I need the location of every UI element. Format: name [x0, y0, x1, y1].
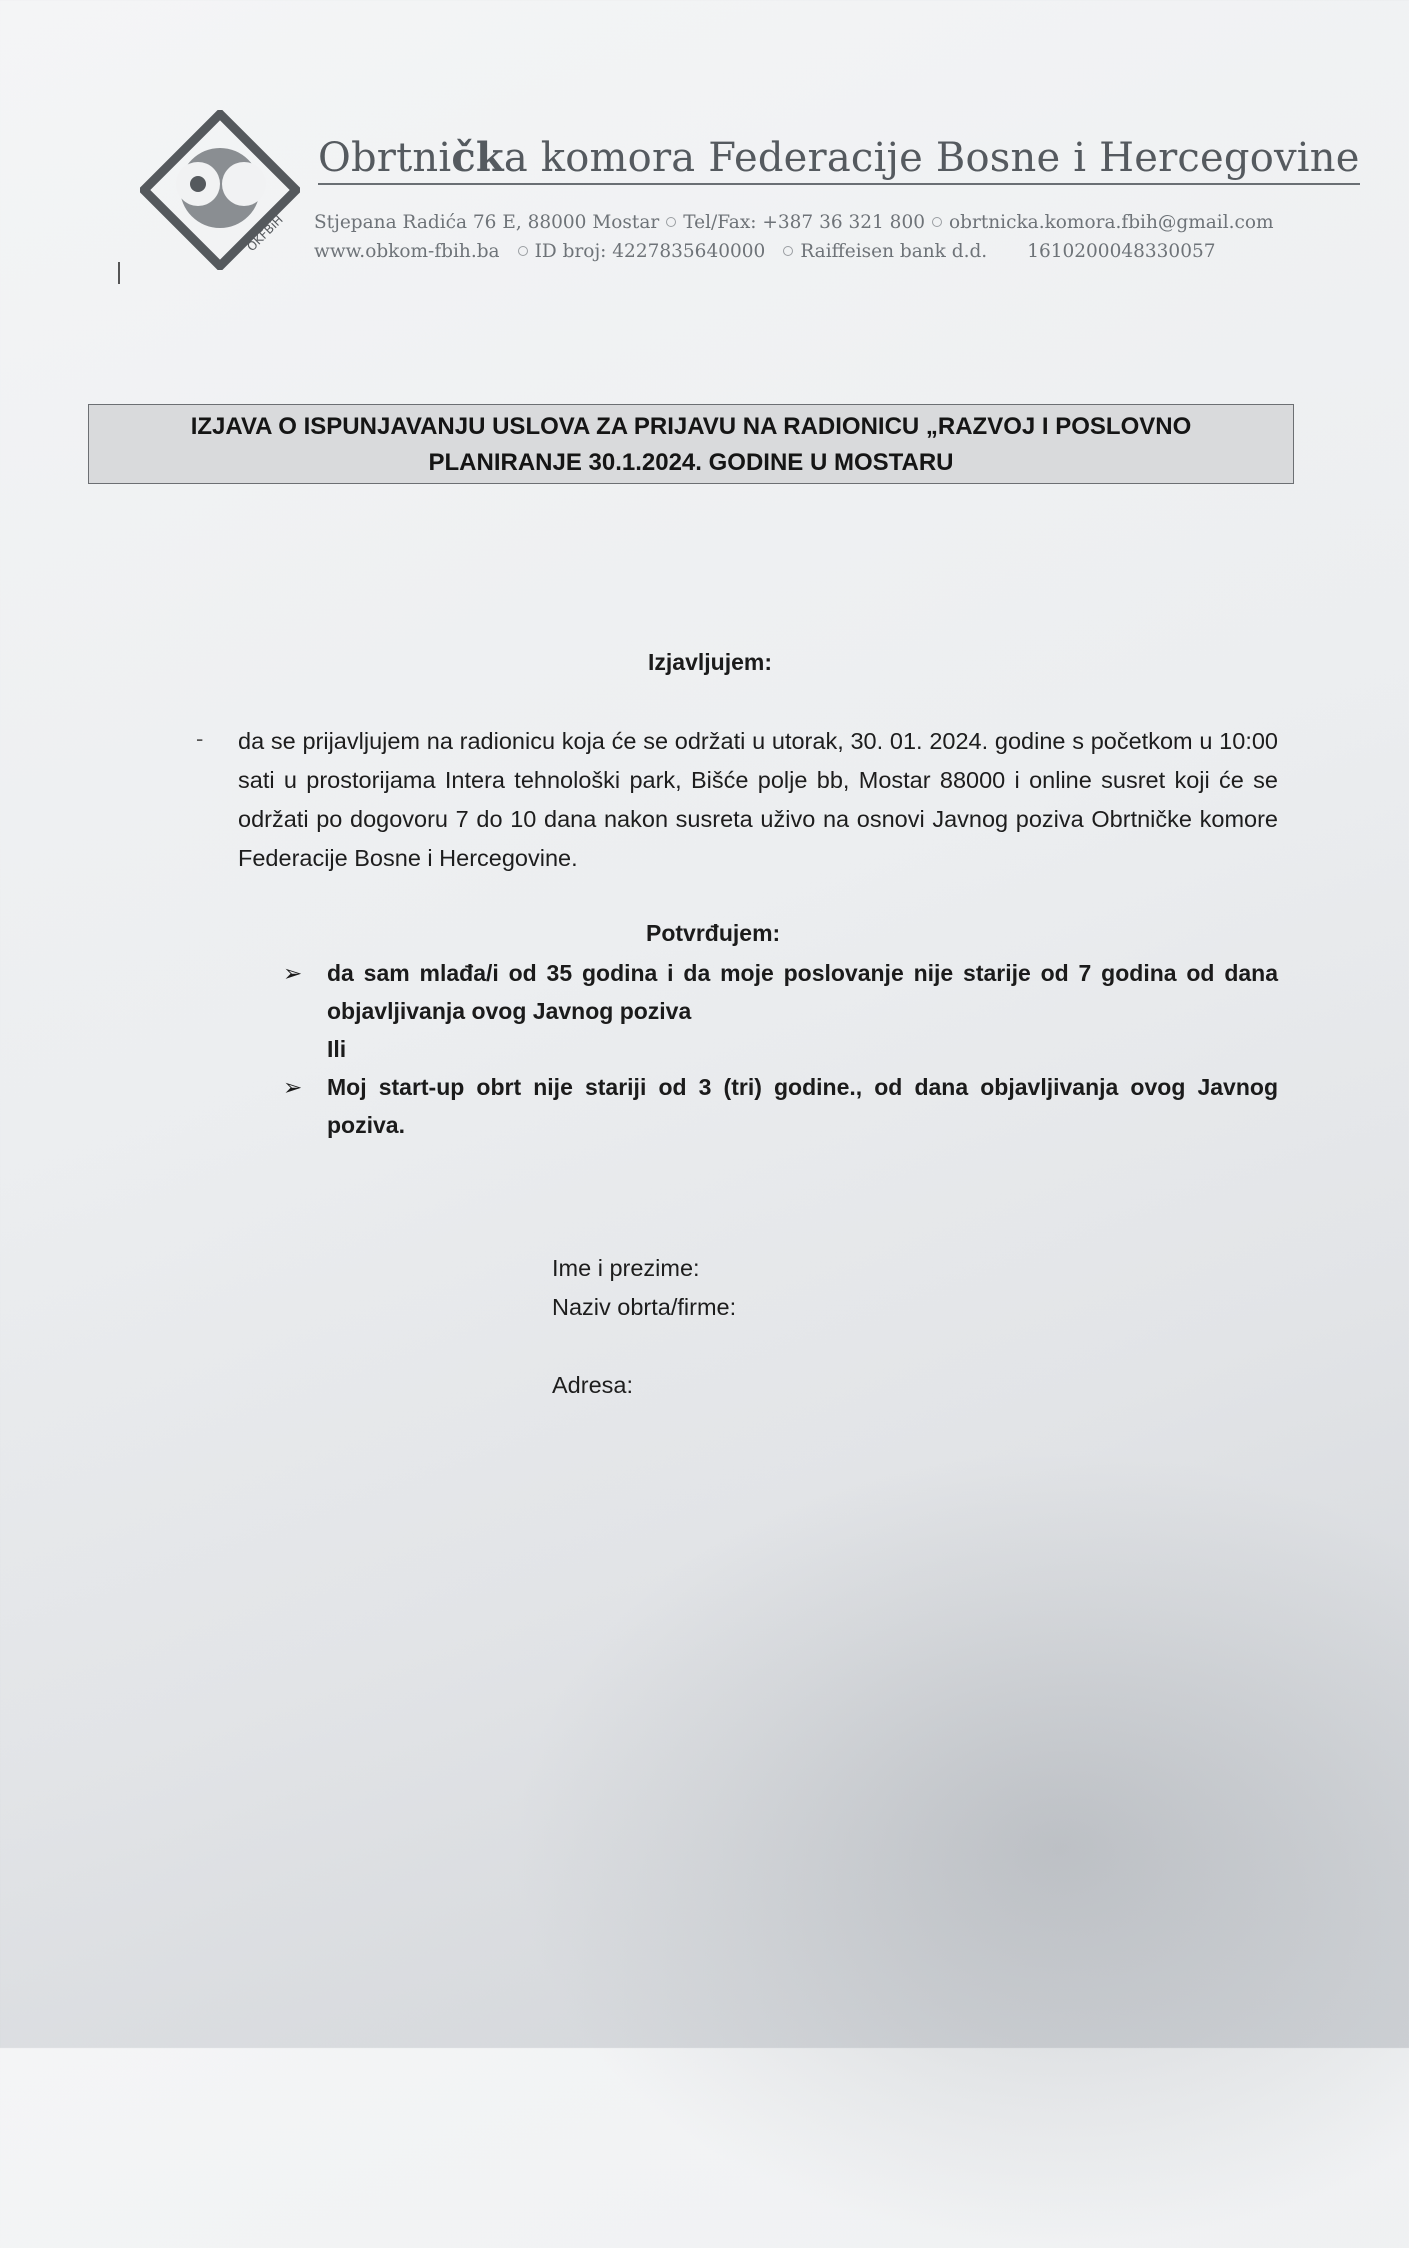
id-number: ID broj: 4227835640000 — [534, 241, 766, 262]
separator-dot — [518, 246, 528, 256]
name-field-label: Ime i prezime: — [552, 1255, 700, 1281]
separator-dot — [783, 246, 793, 256]
confirmation-item-2-text: Moj start-up obrt nije stariji od 3 (tri) godine., od dana objavljivanja ovog Javnog poziva. — [327, 1074, 1278, 1138]
arrow-bullet-icon: ➢ — [283, 1074, 303, 1100]
chamber-logo — [140, 110, 300, 270]
confirmation-item-1 — [283, 954, 1278, 1030]
contact-line-1 — [314, 212, 1274, 233]
website: www.obkom-fbih.ba — [314, 241, 500, 262]
confirmation-heading: Potvrđujem: — [646, 920, 781, 946]
declaration-heading: Izjavljujem: — [648, 649, 772, 675]
address: Stjepana Radića 76 E, 88000 Mostar — [314, 212, 660, 233]
title-line-1: IZJAVA O ISPUNJAVANJU USLOVA ZA PRIJAVU NA RADIONICU „RAZVOJ I POSLOVNO — [190, 413, 1192, 440]
confirmation-item-1-text: da sam mlađa/i od 35 godina i da moje poslovanje nije starije od 7 godina od dana objavljivanja ovog Javnog poziva — [327, 960, 1278, 1024]
title-line-2: PLANIRANJE 30.1.2024. GODINE U MOSTARU — [428, 449, 954, 476]
company-field-label: Naziv obrta/firme: — [552, 1294, 737, 1320]
tel-fax: Tel/Fax: +387 36 321 800 — [683, 212, 925, 233]
bank-account: 1610200048330057 — [1027, 241, 1216, 262]
bank-name: Raiffeisen bank d.d. — [800, 241, 988, 262]
declaration-text: da se prijavljujem na radionicu koja će se održati u utorak, 30. 01. 2024. godine s početkom u 10:00 sati u prostorijama Intera tehnološki park, Bišće polje bb, Mostar 88000 i online susret koji će se održati po dogovoru 7 do 10 dana nakon susreta uživo na osnovi Javnog poziva Obrtničke komore Federacije Bosne i Hercegovine. — [238, 728, 1278, 871]
email: obrtnicka.komora.fbih@gmail.com — [949, 212, 1274, 233]
list-dash: - — [196, 726, 204, 751]
separator-dot — [666, 217, 676, 227]
confirmation-list — [283, 954, 1278, 1144]
arrow-bullet-icon: ➢ — [283, 960, 303, 986]
address-field-label: Adresa: — [552, 1372, 633, 1398]
separator-dot — [932, 217, 942, 227]
photo-shadow — [509, 1448, 1409, 2248]
organization-name: Obrtnička komora Federacije Bosne i Hercegovine — [318, 134, 1360, 185]
margin-mark — [118, 262, 120, 284]
confirmation-item-2 — [283, 1068, 1278, 1144]
document-title — [88, 404, 1294, 484]
contact-line-2 — [314, 241, 1216, 262]
or-text: Ili — [327, 1036, 347, 1062]
logo-text: OKFBiH — [244, 212, 286, 255]
